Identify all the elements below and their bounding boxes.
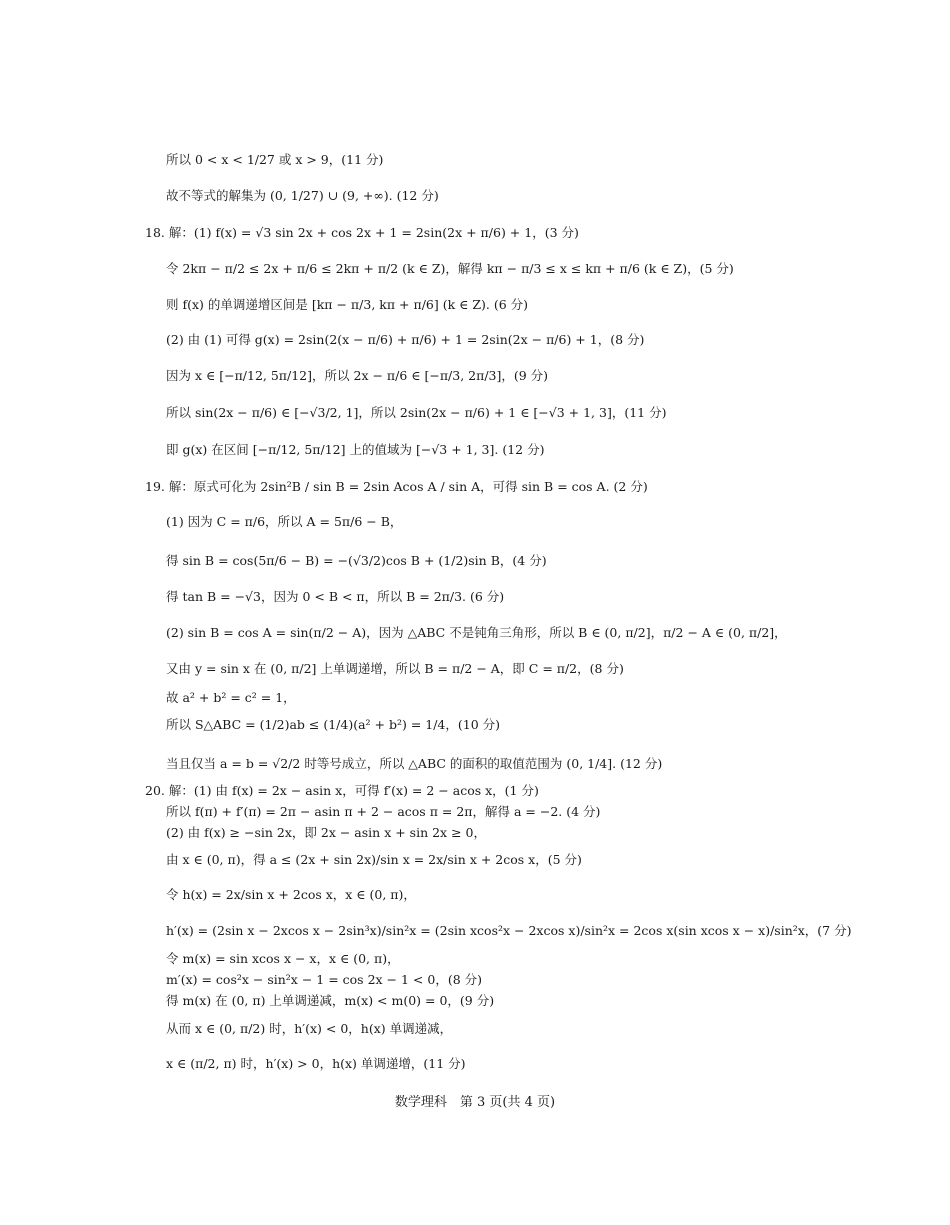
text-line: (2) sin B = cos A = sin(π/2 − A)，因为 △ABC 不是钝角三角形，所以 B ∈ (0, π/2]，π/2 − A ∈ (0, π/2]，: [166, 625, 787, 640]
text-line: 则 f(x) 的单调递增区间是 [kπ − π/3, kπ + π/6] (k ∈ Z). (6 分): [166, 297, 529, 312]
text-line: 又由 y = sin x 在 (0, π/2] 上单调递增，所以 B = π/2 − A，即 C = π/2，(8 分): [166, 661, 624, 676]
text-line: 令 m(x) = sin xcos x − x，x ∈ (0, π)，: [166, 951, 400, 966]
question-20-heading: 20. 解：(1) 由 f(x) = 2x − asin x，可得 f′(x) = 2 − acos x，(1 分): [145, 783, 539, 798]
text-line: 所以 f(π) + f′(π) = 2π − asin π + 2 − acos π = 2π，解得 a = −2. (4 分): [166, 804, 601, 819]
question-18-heading: 18. 解：(1) f(x) = √3 sin 2x + cos 2x + 1 = 2sin(2x + π/6) + 1，(3 分): [145, 225, 579, 240]
text-line: 从而 x ∈ (0, π/2) 时，h′(x) < 0，h(x) 单调递减，: [166, 1021, 453, 1036]
text-line: 故 a² + b² = c² = 1，: [166, 690, 296, 705]
page-footer: 数学理科 第 3 页(共 4 页): [394, 1095, 556, 1110]
text-line: 所以 sin(2x − π/6) ∈ [−√3/2, 1]，所以 2sin(2x − π/6) + 1 ∈ [−√3 + 1, 3]，(11 分): [166, 405, 667, 420]
text-line: h′(x) = (2sin x − 2xcos x − 2sin³x)/sin²x = (2sin xcos²x − 2xcos x)/sin²x = 2cos x(sin xcos x − x)/sin²x，(7 分): [166, 923, 852, 938]
text-line: 当且仅当 a = b = √2/2 时等号成立，所以 △ABC 的面积的取值范围为 (0, 1/4]. (12 分): [166, 756, 663, 771]
text-line: 由 x ∈ (0, π)，得 a ≤ (2x + sin 2x)/sin x = 2x/sin x + 2cos x，(5 分): [166, 852, 582, 867]
text-line: 所以 S△ABC = (1/2)ab ≤ (1/4)(a² + b²) = 1/4，(10 分): [166, 717, 501, 732]
text-line: 即 g(x) 在区间 [−π/12, 5π/12] 上的值域为 [−√3 + 1, 3]. (12 分): [166, 442, 545, 457]
text-line: 故不等式的解集为 (0, 1/27) ∪ (9, +∞). (12 分): [166, 188, 439, 203]
text-line: x ∈ (π/2, π) 时，h′(x) > 0，h(x) 单调递增，(11 分): [166, 1056, 466, 1071]
text-line: 因为 x ∈ [−π/12, 5π/12]，所以 2x − π/6 ∈ [−π/3, 2π/3]，(9 分): [166, 368, 549, 383]
text-line: 得 tan B = −√3，因为 0 < B < π，所以 B = 2π/3. (6 分): [166, 589, 505, 604]
text-line: 得 sin B = cos(5π/6 − B) = −(√3/2)cos B + (1/2)sin B，(4 分): [166, 553, 547, 568]
question-19-heading: 19. 解：原式可化为 2sin²B / sin B = 2sin Acos A / sin A，可得 sin B = cos A. (2 分): [145, 479, 648, 494]
text-line: 所以 0 < x < 1/27 或 x > 9，(11 分): [166, 152, 384, 167]
text-line: (2) 由 f(x) ≥ −sin 2x，即 2x − asin x + sin 2x ≥ 0，: [166, 825, 486, 840]
text-line: 令 2kπ − π/2 ≤ 2x + π/6 ≤ 2kπ + π/2 (k ∈ Z)，解得 kπ − π/3 ≤ x ≤ kπ + π/6 (k ∈ Z)，(5 分): [166, 261, 734, 276]
text-line: 得 m(x) 在 (0, π) 上单调递减，m(x) < m(0) = 0，(9 分): [166, 993, 495, 1008]
text-line: (2) 由 (1) 可得 g(x) = 2sin(2(x − π/6) + π/6) + 1 = 2sin(2x − π/6) + 1，(8 分): [166, 332, 645, 347]
text-line: (1) 因为 C = π/6，所以 A = 5π/6 − B，: [166, 514, 403, 529]
text-line: m′(x) = cos²x − sin²x − 1 = cos 2x − 1 < 0，(8 分): [166, 972, 482, 987]
text-line: 令 h(x) = 2x/sin x + 2cos x，x ∈ (0, π)，: [166, 887, 416, 902]
